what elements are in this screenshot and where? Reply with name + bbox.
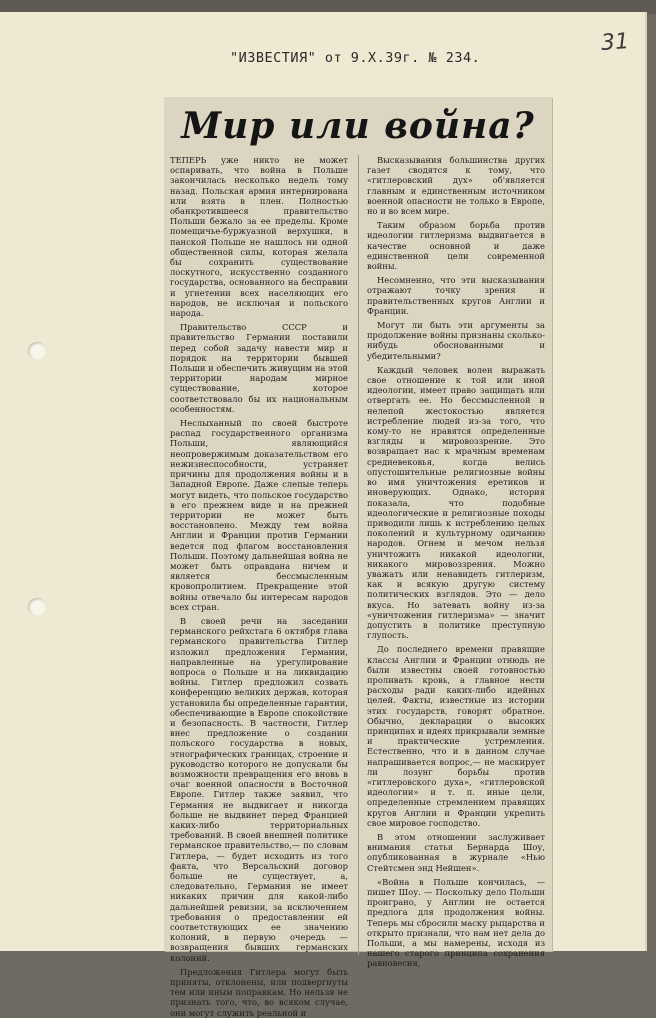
paragraph: Правительство СССР и правительство Германии поставили перед собой задачу навести мир и порядок на территории бывшей Польши и обеспечить живущим на этой территории народам мирное существование, которое соответствовало бы их национальным особенностям. xyxy=(170,322,348,414)
paragraph: Неслыханный по своей быстроте распад государственного организма Польши, являющийся неопровержимым доказательством его нежизнеспособности, устраняет причины для продолжения войны и в Западной Европе. Даже слепые теперь могут видеть, что польское государство в его прежнем виде и на прежней территории не может быть восстановлено. Между тем война Англии и Франции против Германии ведется под флагом восстановления Польши. Поэтому дальнейшая война не может быть оправдана ничем и является бессмысленным кровопролитием. Прекращение этой войны отвечало бы интересам народов всех стран. xyxy=(170,418,348,612)
article-left-column xyxy=(170,155,348,1018)
paragraph: До последнего времени правящие классы Англии и Франции отнюдь не были известны своей готовностью проливать кровь, а главное нести расходы ради каких-либо идейных целей. Факты, известные из истории этих государств, говорят обратное. Обычно, декларации о высоких принципах и идеях прикрывали земные и практические устремления. Естественно, что и в данном случае напрашивается вопрос,— не маскирует ли лозунг борьбы против «гитлеровского духа», «гитлеровской идеологии» и т. п. иные цели, определенные стремлением правящих кругов Англии и Франции укрепить свое мировое господство. xyxy=(367,644,545,828)
paragraph: Предложения Гитлера могут быть приняты, отклонены, или подвергнуты тем или иным поправкам. Но нельзя не признать того, что, во всяком случае, они могут служить реальной и xyxy=(170,966,348,1018)
handwritten-page-number: 31 xyxy=(600,29,630,56)
punch-hole-bottom xyxy=(28,598,46,616)
paragraph: Таким образом борьба против идеологии гитлеризма выдвигается в качестве основной и даже единственной цели современной войны. xyxy=(367,220,545,272)
article-right-column xyxy=(367,155,545,969)
column-divider xyxy=(358,155,359,955)
paragraph: В своей речи на заседании германского рейхстага 6 октября глава германского правительства Гитлер изложил предложения Германии, направленные на урегулирование вопроса о Польше и на ликвидацию войны. Гитлер предложил созвать конференцию великих держав, которая установила бы определенные гарантии, обеспечивающие в Европе спокойствие и безопасность. В частности, Гитлер внес предложение о создании польского государства в новых, этнографических границах, строение и руководство которого не допускали бы возможности превращения его вновь в очаг военной опасности в Восточной Европе. Гитлер также заявил, что Германия не выдвигает и никогда больше не выдвинет перед Францией каких-либо территориальных требований. В своей внешней политике германское правительство,— по словам Гитлера, — будет исходить из того факта, что Версальский договор больше не существует, а, следовательно, Германия не имеет никаких причин для какой-либо дальнейшей ревизии, за исключением требования о предоставлении ей соответствующих ее значению колоний, в первую очередь — возвращения бывших германских колоний. xyxy=(170,615,348,963)
paragraph: «Война в Польше кончилась, — пишет Шоу. — Поскольку дело Польши проиграно, у Англии не остается предлога для продолжения войны. Теперь мы сбросили маску рыцарства и открыто признали, что нам нет дела до Польши, а мы намерены, исходя из нашего старого принципа сохранения равновесия, xyxy=(367,876,545,969)
source-line: "ИЗВЕСТИЯ" от 9.Х.39г. № 234. xyxy=(230,50,481,66)
paragraph: Несомненно, что эти высказывания отражают точку зрения и правительственных кругов Англии и Франции. xyxy=(367,275,545,316)
paragraph: Могут ли быть эти аргументы за продолжение войны признаны сколько-нибудь обоснованными и убедительными? xyxy=(367,320,545,361)
punch-hole-top xyxy=(28,342,46,360)
paragraph: ТЕПЕРЬ уже никто не может оспаривать, что война в Польше закончилась несколько недель тому назад. Польская армия интернирована или взята в плен. Полностью обанкротившееся правительство Польши бежало за ее пределы. Кроме помещичье-буржуазной верхушки, в панской Польше не нашлось ни одной общественной силы, которая желала бы сохранить существование лоскутного, искусственно созданного государства, основанного на бесправии и угнетении всех населяющих его народов, не исключая и польского народа. xyxy=(170,155,348,319)
article-title: Мир или война? xyxy=(181,105,535,147)
paragraph: В этом отношении заслуживает внимания статья Бернарда Шоу, опубликованная в журнале «Нью Стейтсмен энд Нейшен». xyxy=(367,832,545,873)
paragraph: Каждый человек волен выражать свое отношение к той или иной идеологии, имеет право защищать или отвергать ее. Но бессмысленной и нелепой жестокостью является истребление людей из-за того, что кому-то не нравятся определенные взгляды и мировоззрение. Это возвращает нас к мрачным временам средневековья, когда велись опустошительные религиозные войны во имя уничтожения еретиков и иноверующих. Однако, история показала, что подобные идеологические и религиозные походы приводили лишь к истреблению целых поколений и культурному одичанию народов. Огнем и мечом нельзя уничтожить никакой идеологии, никакого мировоззрения. Можно уважать или ненавидеть гитлеризм, как и всякую другую систему политических взглядов. Это — дело вкуса. Но затевать войну из-за «уничтожения гитлеризма» — значит допустить в политике преступную глупость. xyxy=(367,364,545,641)
paragraph: Высказывания большинства других газет сводятся к тому, что «гитлеровский дух» об'является главным и единственным источником военной опасности не только в Европе, но и во всем мире. xyxy=(367,155,545,217)
newspaper-clipping xyxy=(164,97,552,1018)
